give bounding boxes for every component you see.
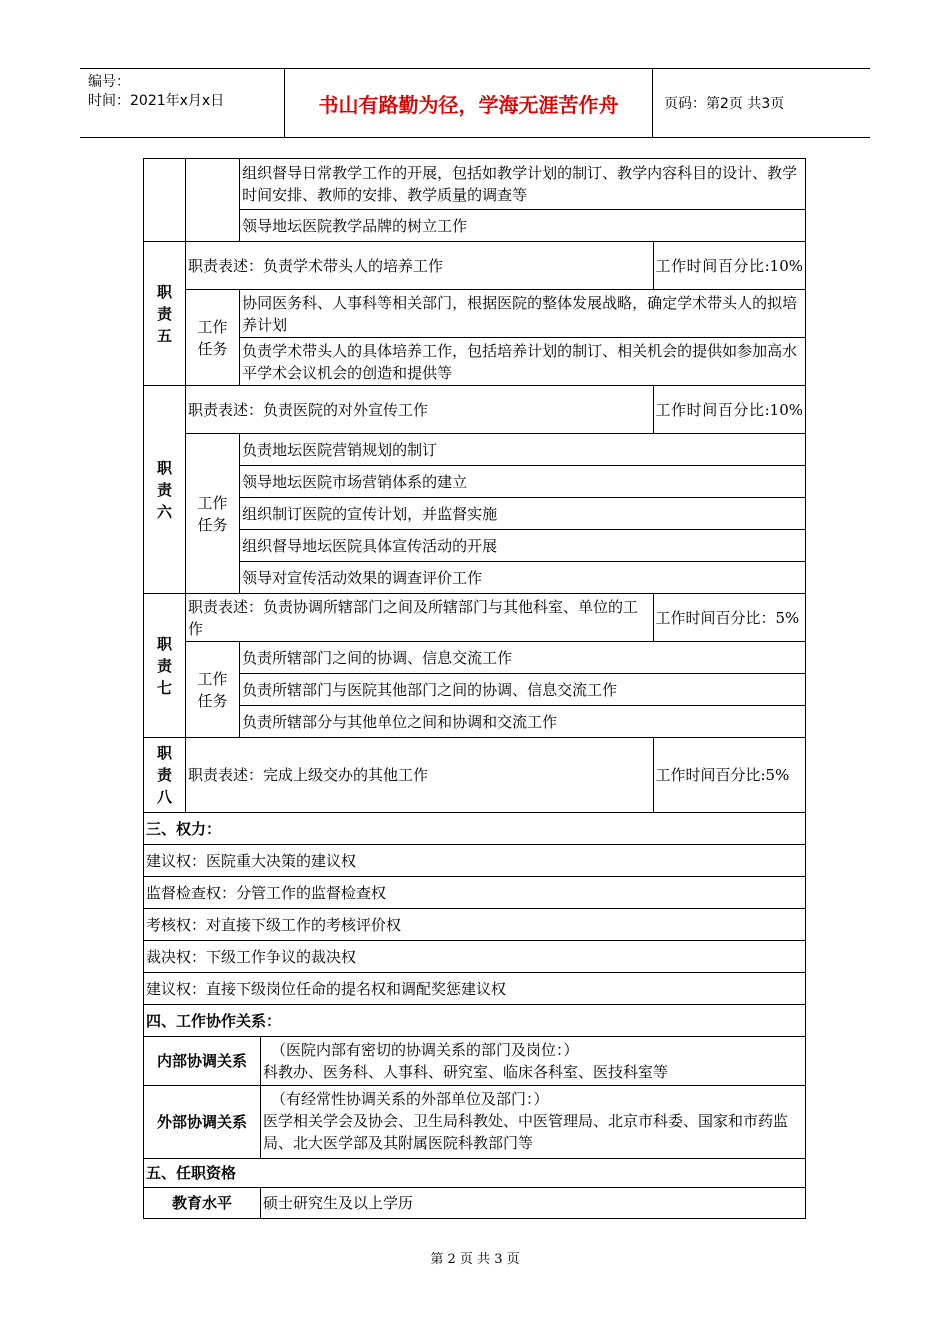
power-item: 裁决权：下级工作争议的裁决权: [144, 941, 806, 973]
header-page-info: 页码：第2页 共3页: [664, 96, 785, 112]
duty-label-cell: [144, 159, 186, 242]
task-label-cell: [185, 159, 239, 242]
table-row: [144, 1086, 806, 1159]
power-item: 建议权：直接下级岗位任命的提名权和调配奖惩建议权: [144, 973, 806, 1005]
section-title-qualification: 五、任职资格: [144, 1159, 806, 1188]
task-item: 负责所辖部门之间的协调、信息交流工作: [240, 642, 806, 674]
page-footer: 第 2 页 共 3 页: [430, 1252, 520, 1267]
external-coop-inner: [144, 1086, 805, 1158]
table-row: [144, 706, 806, 738]
table-row: [144, 210, 806, 242]
external-coop-label: 外部协调关系: [144, 1086, 261, 1158]
time-percentage: 工作时间百分比:10%: [653, 242, 806, 290]
doc-time-label: 时间：2021年x月x日: [88, 93, 225, 109]
header-left: [88, 73, 284, 111]
section-title-cooperation: 四、工作协作关系：: [144, 1005, 806, 1037]
duty-label-text: 职责六: [156, 458, 172, 521]
table-row: [144, 642, 806, 674]
external-coop-content: [261, 1086, 805, 1158]
table-row: [144, 386, 806, 434]
table-row: [144, 562, 806, 594]
external-coop-row: [144, 1086, 806, 1159]
task-item: 负责地坛医院营销规划的制订: [240, 434, 806, 466]
task-label-text: 工作任务: [197, 317, 228, 358]
time-percentage: 工作时间百分比:5%: [653, 738, 806, 813]
table-row: [144, 159, 806, 210]
task-item: 组织督导日常教学工作的开展，包括如教学计划的制订、教学内容科目的设计、教学时间安排、教师的安排、教学质量的调查等: [240, 159, 806, 210]
internal-coop-inner: [144, 1037, 805, 1085]
duty-label-text: 职责五: [156, 282, 172, 345]
duty-label-8: [144, 738, 186, 813]
duty-description: 职责表述：负责协调所辖部门之间及所辖部门与其他科室、单位的工作: [185, 594, 653, 642]
external-coop-note: （有经常性协调关系的外部单位及部门：）: [271, 1090, 549, 1108]
table-row: [144, 1005, 806, 1037]
table-row: [144, 941, 806, 973]
duty-label-6: [144, 386, 186, 594]
task-item: 负责学术带头人的具体培养工作，包括培养计划的制订、相关机会的提供如参加高水平学术会议机会的创造和提供等: [240, 338, 806, 386]
page-header: [80, 68, 870, 138]
table-row: [144, 845, 806, 877]
task-label: [185, 434, 239, 594]
table-row: [144, 338, 806, 386]
header-divider: [652, 69, 653, 137]
internal-coop-content: [261, 1037, 805, 1085]
table-row: [144, 498, 806, 530]
task-item: 领导地坛医院教学品牌的树立工作: [240, 210, 806, 242]
table-row: [144, 290, 806, 338]
task-item: 组织制订医院的宣传计划，并监督实施: [240, 498, 806, 530]
task-label: [185, 642, 239, 738]
duty-label-text: 职责八: [156, 744, 172, 806]
education-value: 硕士研究生及以上学历: [263, 1194, 414, 1212]
table-row: [144, 1159, 806, 1188]
table-row: [144, 1037, 806, 1086]
task-item: 领导对宣传活动效果的调查评价工作: [240, 562, 806, 594]
task-label-text: 工作任务: [197, 493, 228, 534]
doc-number-label: 编号：: [88, 74, 130, 90]
task-item: 协同医务科、人事科等相关部门，根据医院的整体发展战略，确定学术带头人的拟培养计划: [240, 290, 806, 338]
table-row: [144, 973, 806, 1005]
table-row: [144, 877, 806, 909]
task-item: 领导地坛医院市场营销体系的建立: [240, 466, 806, 498]
internal-coop-label: 内部协调关系: [144, 1037, 261, 1085]
education-inner: [144, 1188, 805, 1218]
task-item: 负责所辖部分与其他单位之间和协调和交流工作: [240, 706, 806, 738]
duty-description: 职责表述：负责医院的对外宣传工作: [185, 386, 653, 434]
duty-label-text: 职责七: [156, 634, 172, 697]
duty-label-7: [144, 594, 186, 738]
table-row: [144, 434, 806, 466]
table-row: [144, 242, 806, 290]
duty-description: 职责表述：负责学术带头人的培养工作: [185, 242, 653, 290]
external-coop-text: 医学相关学会及协会、卫生局科教处、中医管理局、北京市科委、国家和市药监局、北大医学部及其附属医院科教部门等: [263, 1112, 789, 1152]
internal-coop-note: （医院内部有密切的协调关系的部门及岗位：）: [271, 1041, 579, 1059]
table-row: [144, 674, 806, 706]
internal-coop-text: 科教办、医务科、人事科、研究室、临床各科室、医技科室等: [263, 1063, 669, 1081]
table-row: [144, 813, 806, 845]
table-row: [144, 466, 806, 498]
table-row: [144, 909, 806, 941]
table-row: [144, 530, 806, 562]
table-row: [144, 1188, 806, 1219]
section-title-power: 三、权力：: [144, 813, 806, 845]
power-item: 建议权：医院重大决策的建议权: [144, 845, 806, 877]
task-label: [185, 290, 239, 386]
education-label: 教育水平: [144, 1188, 261, 1218]
duty-label-5: [144, 242, 186, 386]
time-percentage: 工作时间百分比:10%: [653, 386, 806, 434]
table-row: [144, 738, 806, 813]
time-percentage: 工作时间百分比：5%: [653, 594, 806, 642]
power-item: 考核权：对直接下级工作的考核评价权: [144, 909, 806, 941]
table-row: [144, 594, 806, 642]
education-row: [144, 1188, 806, 1219]
task-item: 负责所辖部门与医院其他部门之间的协调、信息交流工作: [240, 674, 806, 706]
job-description-table: [143, 158, 806, 1219]
task-label-text: 工作任务: [197, 669, 228, 710]
header-motto: 书山有路勤为径，学海无涯苦作舟: [318, 93, 619, 117]
duty-description: 职责表述：完成上级交办的其他工作: [185, 738, 653, 813]
task-item: 组织督导地坛医院具体宣传活动的开展: [240, 530, 806, 562]
power-item: 监督检查权：分管工作的监督检查权: [144, 877, 806, 909]
internal-coop-row: [144, 1037, 806, 1086]
